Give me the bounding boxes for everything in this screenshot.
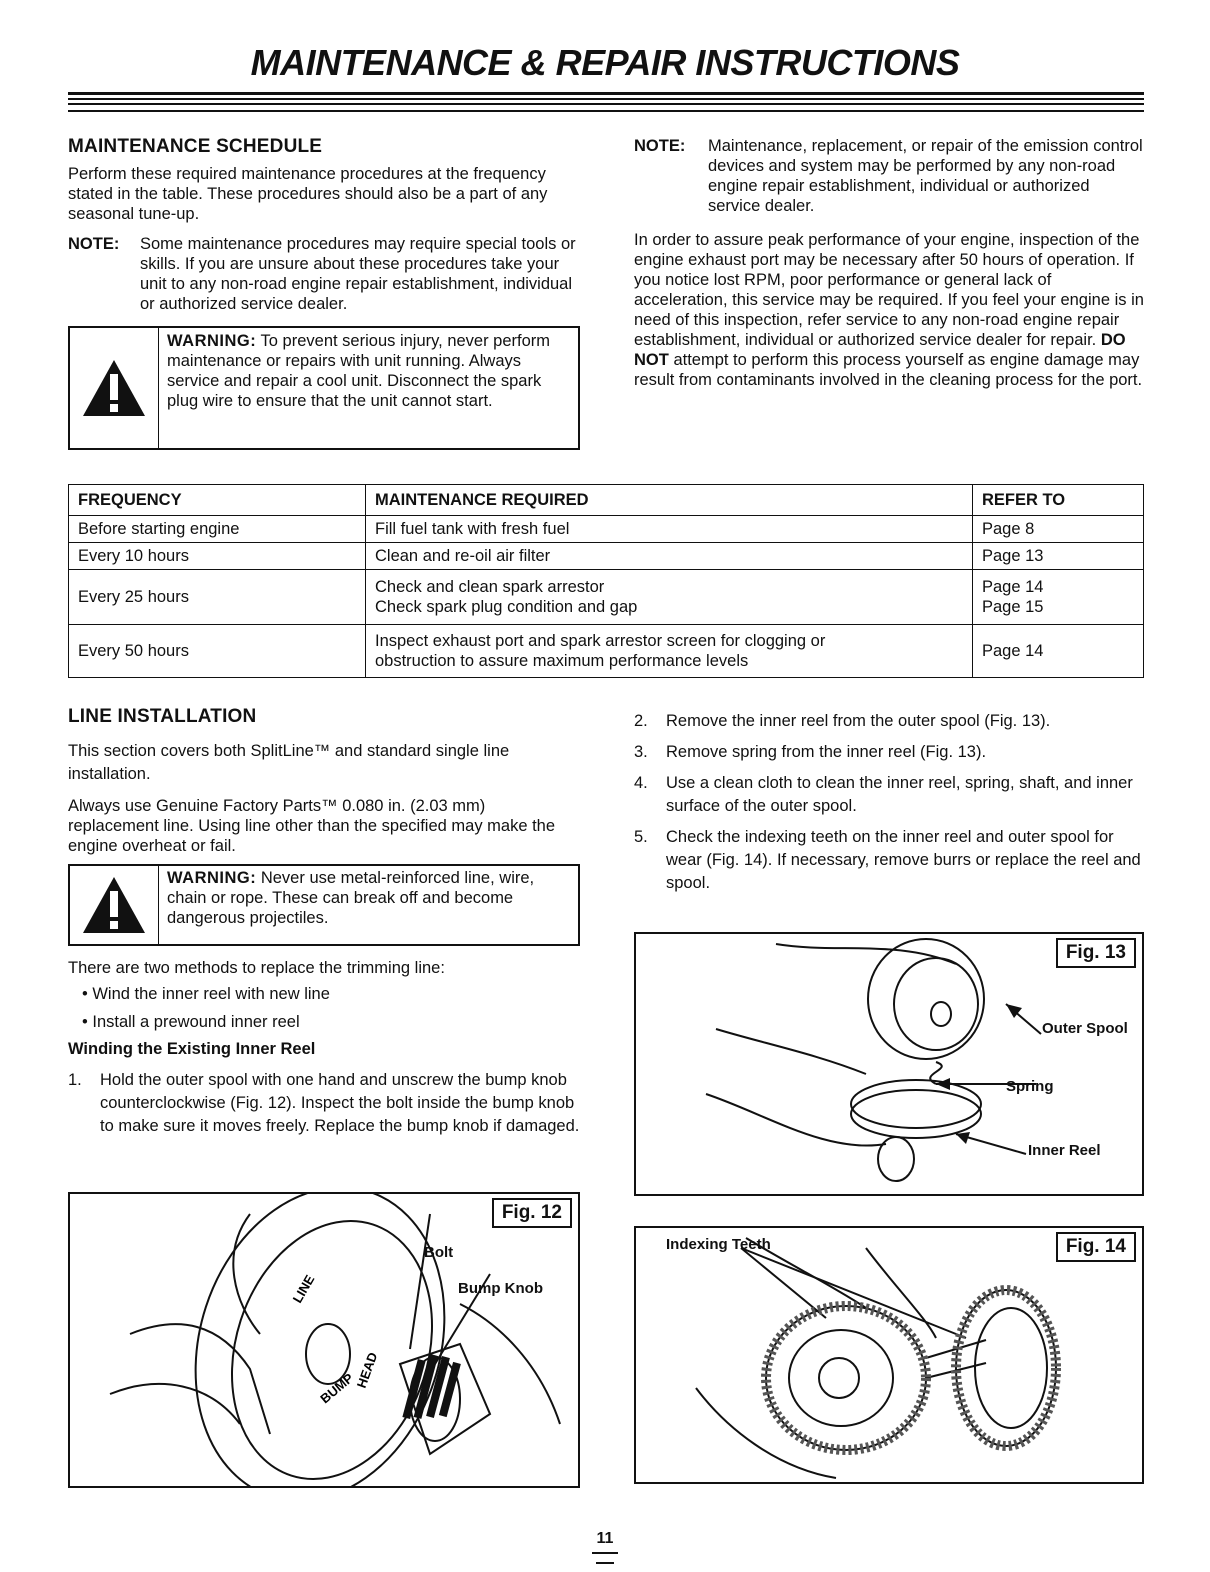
- maintenance-schedule-intro: Perform these required maintenance procedures at the frequency stated in the table. These procedures should also be a part of any seasonal tune-up.: [68, 165, 548, 223]
- figure-14-label: Fig. 14: [1056, 1232, 1136, 1262]
- do-not-emphasis: DO NOT: [634, 331, 1126, 369]
- step-text: Check the indexing teeth on the inner reel and outer spool for wear (Fig. 14). If necessary, remove burrs or replace the reel and spool.: [666, 828, 1141, 892]
- list-item: [68, 1069, 580, 1138]
- winding-subheading: Winding the Existing Inner Reel: [68, 1040, 316, 1058]
- maintenance-schedule-heading: MAINTENANCE SCHEDULE: [68, 136, 323, 157]
- step-text: Remove spring from the inner reel (Fig. 13).: [666, 743, 987, 761]
- warning-label: WARNING:: [167, 869, 257, 887]
- task-line: Check spark plug condition and gap: [375, 598, 638, 616]
- step-number: 4.: [634, 774, 648, 792]
- figure-13: [634, 932, 1144, 1196]
- table-header: MAINTENANCE REQUIRED: [366, 485, 973, 516]
- table-row: [69, 625, 1144, 678]
- task-cell: Fill fuel tank with fresh fuel: [366, 516, 973, 543]
- ref-cell: Page 8: [973, 516, 1144, 543]
- callout-spring: Spring: [1006, 1078, 1054, 1095]
- methods-list: [68, 980, 580, 1036]
- callout-inner-reel: Inner Reel: [1028, 1142, 1101, 1159]
- table-row: [69, 543, 1144, 570]
- task-cell: [366, 570, 973, 625]
- head-text-line: LINE: [289, 1272, 318, 1306]
- maintenance-warning-text: [159, 328, 578, 448]
- page-number-rule: [592, 1552, 618, 1554]
- callout-indexing-teeth: Indexing Teeth: [666, 1236, 771, 1253]
- figure-14: [634, 1226, 1144, 1484]
- frequency-cell: Before starting engine: [69, 516, 366, 543]
- exhaust-port-paragraph: [634, 230, 1144, 390]
- task-cell: [366, 625, 973, 678]
- page-number-rule-2: [596, 1562, 614, 1564]
- emission-note-label: NOTE:: [634, 137, 686, 155]
- callout-bolt: Bolt: [424, 1244, 454, 1261]
- ref-cell: [973, 570, 1144, 625]
- list-item: • Wind the inner reel with new line: [82, 985, 330, 1003]
- frequency-cell: Every 25 hours: [69, 570, 366, 625]
- figure-12: [68, 1192, 580, 1488]
- list-item: [634, 772, 1144, 818]
- maintenance-warning-box: [68, 326, 580, 450]
- emission-note: [634, 136, 1144, 216]
- ref-cell: Page 14: [973, 625, 1144, 678]
- table-header: REFER TO: [973, 485, 1144, 516]
- ref-line: Page 14: [982, 578, 1044, 596]
- line-installation-para2: Always use Genuine Factory Parts™ 0.080 in. (2.03 mm) replacement line. Using line other than the specified may make the engine overheat or fail.: [68, 797, 556, 855]
- line-warning-box: [68, 864, 580, 946]
- task-line: obstruction to assure maximum performance levels: [375, 652, 749, 670]
- list-item: • Install a prewound inner reel: [82, 1013, 300, 1031]
- step-text: Remove the inner reel from the outer spool (Fig. 13).: [666, 712, 1051, 730]
- task-line: Check and clean spark arrestor: [375, 578, 605, 596]
- line-installation-para1: This section covers both SplitLine™ and standard single line installation.: [68, 742, 510, 783]
- warning-triangle-icon: [70, 328, 159, 448]
- task-cell: Clean and re-oil air filter: [366, 543, 973, 570]
- maintenance-table: [68, 484, 1144, 678]
- note-label: NOTE:: [68, 235, 120, 253]
- line-installation-section: [68, 706, 580, 1138]
- list-item: [634, 710, 1144, 733]
- list-item: [634, 741, 1144, 764]
- table-row: [69, 570, 1144, 625]
- frequency-cell: Every 10 hours: [69, 543, 366, 570]
- table-row: [69, 516, 1144, 543]
- bump-head-illustration: [70, 1194, 578, 1486]
- emission-note-section: [634, 136, 1144, 390]
- step-number: 5.: [634, 828, 648, 846]
- callout-bump-knob: Bump Knob: [458, 1280, 543, 1297]
- step-text: Use a clean cloth to clean the inner reel, spring, shaft, and inner surface of the outer spool.: [666, 774, 1133, 815]
- step-number: 1.: [68, 1071, 82, 1089]
- note-text: Some maintenance procedures may require special tools or skills. If you are unsure about these procedures take your unit to any non-road engine repair establishment, individual or authorized service dealer.: [140, 235, 576, 313]
- page-title: MAINTENANCE & REPAIR INSTRUCTIONS: [250, 42, 960, 83]
- step-number: 3.: [634, 743, 648, 761]
- figure-12-label: Fig. 12: [492, 1198, 572, 1228]
- ref-cell: Page 13: [973, 543, 1144, 570]
- warning-label: WARNING:: [167, 332, 257, 350]
- warning-body: To prevent serious injury, never perform maintenance or repairs with unit running. Always service and repair a cool unit. Disconnect the spark plug wire to ensure that the unit cannot start.: [167, 332, 551, 410]
- head-text-bump: BUMP: [317, 1370, 357, 1407]
- step-text: Hold the outer spool with one hand and unscrew the bump knob counterclockwise (Fig. 12). Inspect the bolt inside the bump knob to make sure it moves freely. Replace the bump knob if damaged.: [100, 1071, 580, 1135]
- figure-13-label: Fig. 13: [1056, 938, 1136, 968]
- steps-list: [634, 710, 1144, 895]
- line-installation-heading: LINE INSTALLATION: [68, 706, 257, 727]
- page-number: 11: [596, 1530, 614, 1547]
- list-item: [634, 826, 1144, 895]
- table-header: FREQUENCY: [69, 485, 366, 516]
- steps-list-left: [68, 1069, 580, 1138]
- exhaust-port-text-end: attempt to perform this process yourself as engine damage may result from contaminants involved in the cleaning process for the port.: [634, 351, 1143, 389]
- indexing-teeth-illustration: [636, 1228, 1142, 1482]
- title-rule-top: [68, 92, 1144, 95]
- title-rule-mid: [68, 98, 1144, 100]
- title-rule-bottom: [68, 110, 1144, 112]
- maintenance-note: [68, 234, 580, 314]
- title-rule-mid2: [68, 103, 1144, 105]
- exhaust-port-text: In order to assure peak performance of your engine, inspection of the engine exhaust port may be necessary after 50 hours of operation. If you notice lost RPM, poor performance or general lack of acceleration, this service may be required. If you feel your engine is in need of this inspection, refer service to any non-road engine repair establishment, individual or authorized service dealer for repair.: [634, 231, 1144, 349]
- steps-list-right: [634, 710, 1144, 895]
- maintenance-schedule-section: [68, 136, 580, 450]
- table-header-row: [69, 485, 1144, 516]
- callout-outer-spool: Outer Spool: [1042, 1020, 1128, 1037]
- step-number: 2.: [634, 712, 648, 730]
- emission-note-text: Maintenance, replacement, or repair of the emission control devices and system may be performed by any non-road engine repair establishment, individual or authorized service dealer.: [708, 137, 1143, 215]
- head-text-head: HEAD: [353, 1350, 381, 1391]
- ref-line: Page 15: [982, 598, 1044, 616]
- warning-triangle-icon: [70, 866, 159, 944]
- line-warning-text: [159, 866, 578, 944]
- warning-body: Never use metal-reinforced line, wire, chain or rope. These can break off and become dangerous projectiles.: [167, 869, 535, 927]
- task-line: Inspect exhaust port and spark arrestor screen for clogging or: [375, 632, 826, 650]
- frequency-cell: Every 50 hours: [69, 625, 366, 678]
- methods-intro: There are two methods to replace the trimming line:: [68, 959, 445, 977]
